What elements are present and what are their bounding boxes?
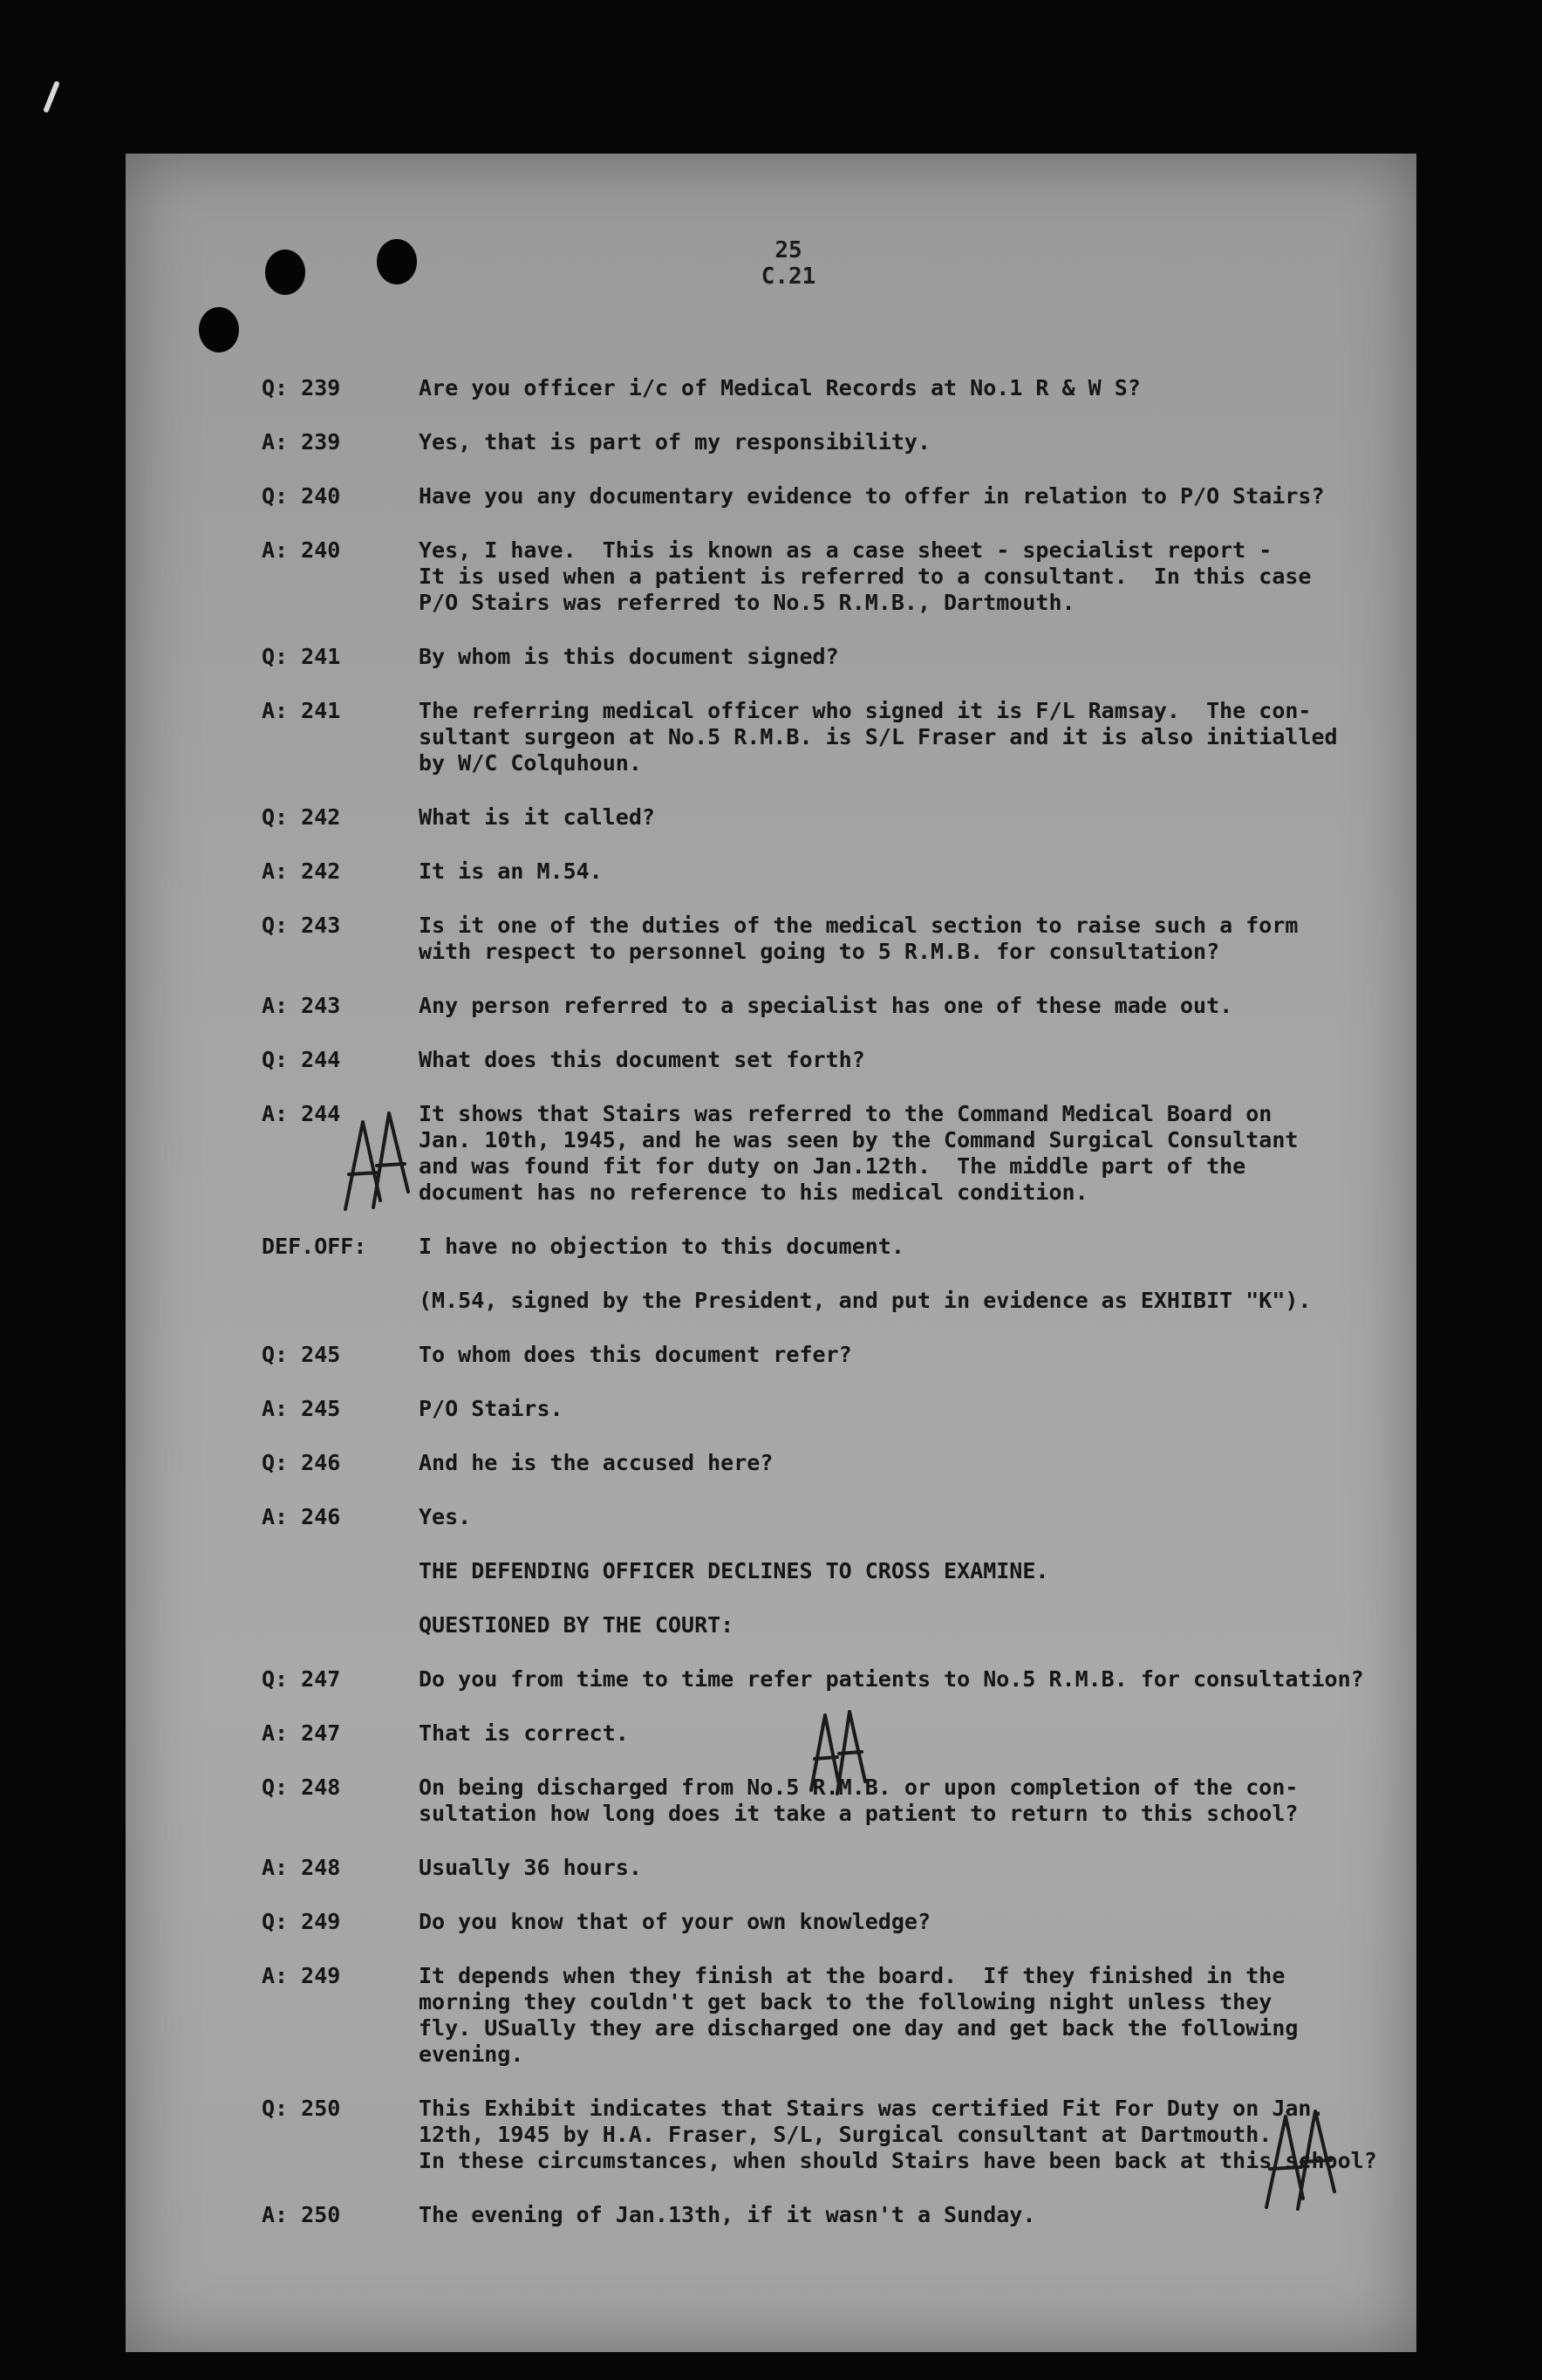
entry-text: Any person referred to a specialist has one of these made out. (419, 993, 1233, 1018)
transcript-entry (262, 1396, 1387, 1422)
entry-label: A: 246 (262, 1504, 341, 1529)
transcript-entry (262, 804, 1387, 831)
transcript-entry (262, 1234, 1387, 1260)
section-heading (262, 1558, 1387, 1584)
entry-label: A: 249 (262, 1963, 341, 1988)
entry-label: DEF.OFF: (262, 1234, 367, 1259)
entry-text: THE DEFENDING OFFICER DECLINES TO CROSS EXAMINE. (419, 1558, 1049, 1583)
entry-text: It is an M.54. (419, 858, 603, 884)
entry-label: A: 240 (262, 537, 341, 563)
entry-text: That is correct. (419, 1720, 629, 1746)
punch-hole (199, 307, 239, 352)
entry-label: Q: 241 (262, 644, 341, 669)
transcript-entry (262, 1047, 1387, 1073)
entry-label: A: 247 (262, 1720, 341, 1746)
entry-text: Usually 36 hours. (419, 1855, 642, 1880)
entry-label: Q: 244 (262, 1047, 341, 1072)
transcript-entry (262, 2096, 1387, 2174)
stray-pen-mark (43, 80, 60, 113)
entry-label: A: 243 (262, 993, 341, 1018)
entry-text: It shows that Stairs was referred to the Command Medical Board on Jan. 10th, 1945, and he was seen by the Command Surgical Consultant and was found fit for duty on Jan.12th. The middle part of the document has no reference to his medical condition. (419, 1101, 1299, 1205)
entry-text: (M.54, signed by the President, and put in evidence as EXHIBIT "K"). (419, 1288, 1312, 1313)
entry-label: A: 244 (262, 1101, 341, 1126)
entry-label: A: 245 (262, 1396, 341, 1421)
transcript-entry (262, 1855, 1387, 1881)
transcript-entry (262, 429, 1387, 455)
entry-text: And he is the accused here? (419, 1450, 774, 1475)
transcript-entry (262, 1666, 1387, 1693)
entry-text: I have no objection to this document. (419, 1234, 904, 1259)
transcript (262, 375, 1387, 2256)
transcript-entry (262, 993, 1387, 1019)
transcript-entry (262, 913, 1387, 965)
transcript-entry (262, 1963, 1387, 2068)
entry-text: Yes. (419, 1504, 472, 1529)
entry-text: Have you any documentary evidence to offer in relation to P/O Stairs? (419, 483, 1325, 509)
entry-label: A: 241 (262, 698, 341, 723)
transcript-entry (262, 1288, 1387, 1314)
transcript-entry (262, 1775, 1387, 1827)
entry-label: Q: 248 (262, 1775, 341, 1800)
entry-text: QUESTIONED BY THE COURT: (419, 1612, 734, 1638)
transcript-entry (262, 1450, 1387, 1476)
transcript-entry (262, 1504, 1387, 1530)
entry-text: The evening of Jan.13th, if it wasn't a Sunday. (419, 2202, 1036, 2227)
document-page (126, 154, 1416, 2352)
entry-text: What is it called? (419, 804, 655, 830)
entry-label: Q: 243 (262, 913, 341, 938)
entry-text: This Exhibit indicates that Stairs was certified Fit For Duty on Jan. 12th, 1945 by H.A. Fraser, S/L, Surgical consultant at Dartmouth. In these circumstances, when should Stairs have been back at this school? (419, 2096, 1377, 2173)
entry-text: To whom does this document refer? (419, 1342, 852, 1367)
entry-text: Do you from time to time refer patients to No.5 R.M.B. for consultation? (419, 1666, 1364, 1692)
transcript-entry (262, 375, 1387, 401)
entry-text: Are you officer i/c of Medical Records at No.1 R & W S? (419, 375, 1141, 400)
entry-label: Q: 246 (262, 1450, 341, 1475)
transcript-entry (262, 698, 1387, 776)
entry-label: Q: 242 (262, 804, 341, 830)
section-heading (262, 1612, 1387, 1638)
entry-text: P/O Stairs. (419, 1396, 563, 1421)
entry-text: Yes, that is part of my responsibility. (419, 429, 931, 455)
page-header (126, 237, 1416, 290)
entry-label: Q: 239 (262, 375, 341, 400)
transcript-entry (262, 1342, 1387, 1368)
transcript-entry (262, 483, 1387, 510)
entry-label: A: 242 (262, 858, 341, 884)
entry-label: Q: 247 (262, 1666, 341, 1692)
transcript-entry (262, 1720, 1387, 1747)
entry-label: Q: 245 (262, 1342, 341, 1367)
entry-label: Q: 240 (262, 483, 341, 509)
page-number: 25 (774, 237, 802, 263)
entry-text: What does this document set forth? (419, 1047, 865, 1072)
entry-text: Is it one of the duties of the medical section to raise such a form with respect to personnel going to 5 R.M.B. for consultation? (419, 913, 1299, 964)
transcript-entry (262, 1101, 1387, 1206)
transcript-entry (262, 537, 1387, 616)
entry-text: Yes, I have. This is known as a case sheet - specialist report - It is used when a patient is referred to a consultant. In this case P/O Stairs was referred to No.5 R.M.B., Dartmouth. (419, 537, 1312, 615)
entry-label: A: 248 (262, 1855, 341, 1880)
transcript-entry (262, 644, 1387, 670)
entry-label: A: 239 (262, 429, 341, 455)
entry-text: On being discharged from No.5 R.M.B. or upon completion of the con- sultation how long does it take a patient to return to this school? (419, 1775, 1299, 1826)
transcript-entry (262, 2202, 1387, 2228)
entry-text: Do you know that of your own knowledge? (419, 1909, 931, 1934)
entry-text: It depends when they finish at the board. If they finished in the morning they couldn't get back to the following night unless they fly. USually they are discharged one day and get back the following evening. (419, 1963, 1299, 2067)
document-code: C.21 (761, 263, 816, 290)
entry-label: Q: 250 (262, 2096, 341, 2121)
entry-label: Q: 249 (262, 1909, 341, 1934)
entry-text: By whom is this document signed? (419, 644, 839, 669)
entry-text: The referring medical officer who signed it is F/L Ramsay. The con- sultant surgeon at No.5 R.M.B. is S/L Fraser and it is also initialled by W/C Colquhoun. (419, 698, 1338, 776)
transcript-entry (262, 1909, 1387, 1935)
transcript-entry (262, 858, 1387, 885)
entry-label: A: 250 (262, 2202, 341, 2227)
